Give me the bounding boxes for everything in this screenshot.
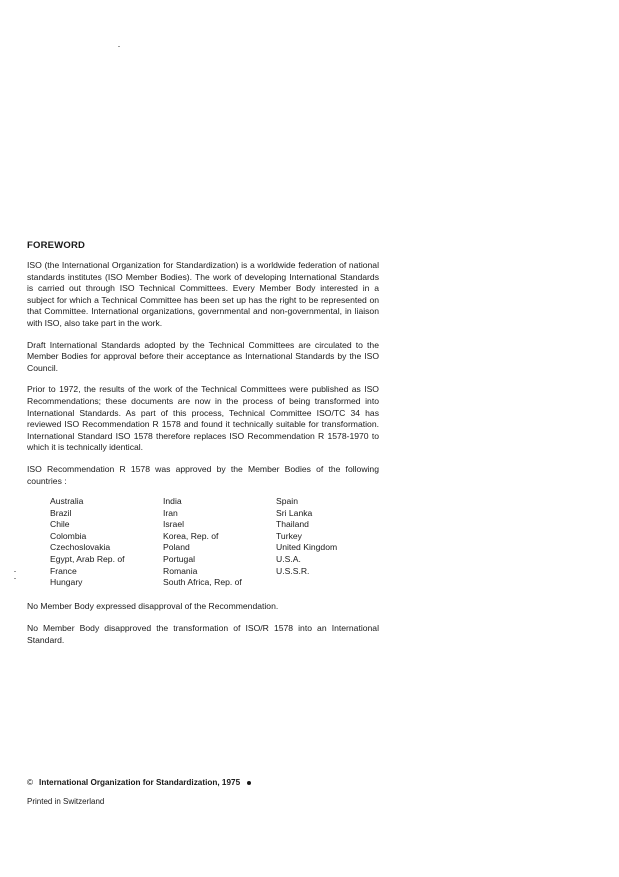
foreword-section (27, 240, 379, 647)
country-item: Turkey (276, 530, 302, 541)
paragraph-transformation: Prior to 1972, the results of the work of the Technical Committees were published as ISO Recommendations; these documents are now in the process of being transformed into International Standards. As part of this process, Technical Committee ISO/TC 34 has reviewed ISO Recommendation R 1578 and found it technically suitable for transformation. International Standard ISO 1578 therefore replaces ISO Recommendation R 1578-1970 to which it is technically identical. (27, 384, 379, 453)
foreword-heading: FOREWORD (27, 240, 86, 251)
country-item: Czechoslovakia (50, 542, 111, 553)
copyright-text: International Organization for Standardization, 1975 (39, 778, 241, 787)
country-item: South Africa, Rep. of (163, 577, 242, 588)
country-item: Spain (276, 496, 298, 507)
country-item: Romania (163, 565, 198, 576)
paragraph-no-disapproval: No Member Body expressed disapproval of the Recommendation. (27, 600, 279, 611)
country-item: France (50, 565, 77, 576)
country-item: Hungary (50, 577, 83, 588)
country-item: India (163, 496, 182, 507)
page-footer (27, 778, 251, 806)
paragraph-approval-intro: ISO Recommendation R 1578 was approved by the Member Bodies of the following countries : (27, 463, 379, 486)
country-item: Australia (50, 496, 84, 507)
country-item: Chile (50, 519, 70, 530)
paragraph-draft-standards: Draft International Standards adopted by the Technical Committees are circulated to the Member Bodies for approval before their acceptance as International Standards by the ISO Council. (27, 339, 379, 373)
country-item: Israel (163, 519, 185, 530)
country-list (50, 496, 379, 589)
bullet-icon (247, 781, 251, 785)
country-column-2 (163, 496, 276, 589)
country-item: Sri Lanka (276, 507, 313, 518)
country-item: Egypt, Arab Rep. of (50, 554, 125, 565)
country-item: U.S.S.R. (276, 565, 310, 576)
copyright-icon: © (27, 778, 34, 787)
country-item: Brazil (50, 507, 72, 518)
paragraph-iso-intro: ISO (the International Organization for Standardization) is a worldwide federation of national standards institutes (ISO Member Bodies). The work of developing International Standards is carried out through ISO Technical Committees. Every Member Body interested in a subject for which a Technical Committee has been set up has the right to be represented on that Committee. International organizations, governmental and non-governmental, in liaison with ISO, also take part in the work. (27, 260, 379, 328)
country-column-3 (276, 496, 386, 589)
country-item: Thailand (276, 519, 309, 530)
country-item: United Kingdom (276, 542, 338, 553)
country-item: Poland (163, 542, 190, 553)
copyright-line (27, 778, 251, 787)
country-column-1 (50, 496, 163, 589)
country-item: U.S.A. (276, 554, 301, 565)
country-item: Colombia (50, 530, 87, 541)
paragraph-transformation-approved: No Member Body disapproved the transformation of ISO/R 1578 into an International Standard. (27, 623, 379, 646)
printed-in: Printed in Switzerland (27, 797, 105, 806)
country-item: Iran (163, 507, 178, 518)
country-item: Portugal (163, 554, 196, 565)
country-item: Korea, Rep. of (163, 530, 219, 541)
